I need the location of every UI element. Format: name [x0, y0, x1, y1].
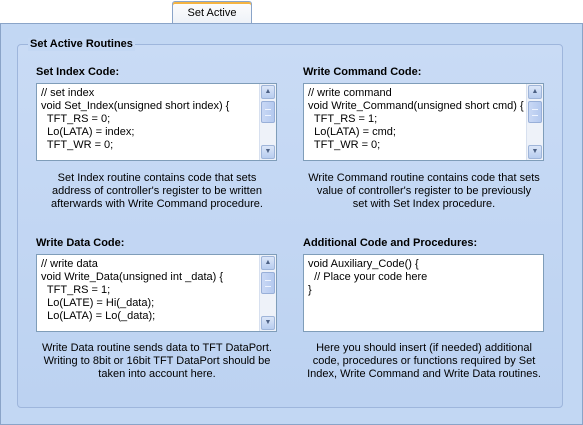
chevron-up-icon[interactable]: ▲	[528, 85, 542, 99]
additional-code-editor[interactable]	[303, 254, 544, 332]
write-command-code-text[interactable]: // write command void Write_Command(unsigned short cmd) { TFT_RS = 1; Lo(LATA) = cmd; TFT_WR = 0;	[308, 87, 524, 151]
write-command-description: Write Command routine contains code that sets value of controller's register to be previously set with Set Index procedure.	[308, 172, 540, 210]
set-index-code-text[interactable]: // set index void Set_Index(unsigned short index) { TFT_RS = 0; Lo(LATA) = index; TFT_WR = 0;	[41, 87, 230, 151]
write-command-scrollbar[interactable]	[526, 84, 543, 160]
scroll-thumb[interactable]	[528, 101, 542, 123]
set-index-title: Set Index Code:	[36, 66, 120, 78]
write-data-code-editor[interactable]	[36, 254, 277, 332]
write-command-title: Write Command Code:	[303, 66, 422, 78]
set-index-scrollbar[interactable]	[259, 84, 276, 160]
write-data-description: Write Data routine sends data to TFT DataPort. Writing to 8bit or 16bit TFT DataPort should be taken into account here.	[42, 342, 272, 380]
tab-panel	[0, 23, 583, 425]
scroll-thumb[interactable]	[261, 101, 275, 123]
chevron-up-icon[interactable]: ▲	[261, 256, 275, 270]
chevron-up-icon[interactable]: ▲	[261, 85, 275, 99]
set-active-routines-group	[17, 38, 563, 408]
additional-code-description: Here you should insert (if needed) additional code, procedures or functions required by Set Index, Write Command and Write Data routines.	[307, 342, 541, 380]
write-data-scrollbar[interactable]	[259, 255, 276, 331]
chevron-down-icon[interactable]: ▼	[528, 145, 542, 159]
group-title: Set Active Routines	[30, 38, 133, 50]
write-command-code-editor[interactable]	[303, 83, 544, 161]
additional-code-title: Additional Code and Procedures:	[303, 237, 478, 249]
set-index-code-editor[interactable]	[36, 83, 277, 161]
chevron-down-icon[interactable]: ▼	[261, 316, 275, 330]
scroll-thumb[interactable]	[261, 272, 275, 294]
set-index-description: Set Index routine contains code that sets address of controller's register to be written afterwards with Write Command procedure.	[51, 172, 263, 210]
additional-code-text[interactable]: void Auxiliary_Code() { // Place your code here }	[308, 258, 428, 296]
chevron-down-icon[interactable]: ▼	[261, 145, 275, 159]
write-data-code-text[interactable]: // write data void Write_Data(unsigned int _data) { TFT_RS = 1; Lo(LATE) = Hi(_data); Lo(LATA) = Lo(_data);	[41, 258, 224, 322]
tab-set-active[interactable]: Set Active	[172, 1, 252, 23]
write-data-title: Write Data Code:	[36, 237, 125, 249]
